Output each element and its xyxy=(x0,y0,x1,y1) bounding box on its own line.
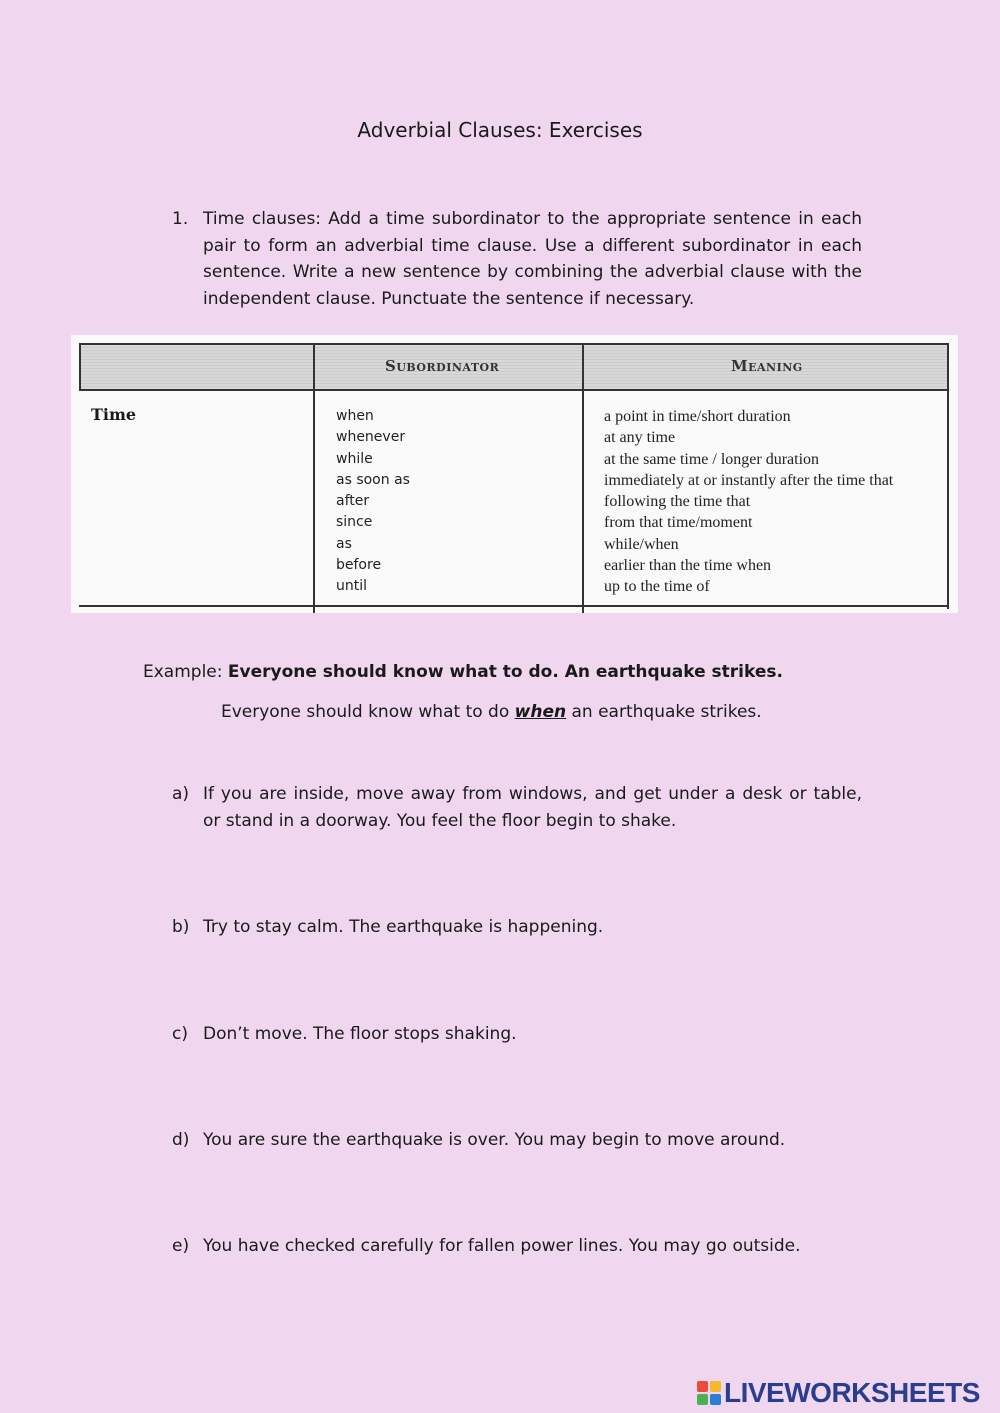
example-answer-before: Everyone should know what to do xyxy=(221,702,510,722)
brand-name: LIVEWORKSHEETS xyxy=(724,1377,980,1408)
exercise-text: If you are inside, move away from windows, and get under a desk or table, or stand in a doorway. You feel the floor begin to shake. xyxy=(203,784,862,831)
instruction-number: 1. xyxy=(172,209,189,229)
subordinator-item: as soon as xyxy=(336,471,410,488)
subordinator-list xyxy=(336,406,410,598)
meaning-item: earlier than the time when xyxy=(604,557,772,575)
exercise-text: You have checked carefully for fallen power lines. You may go outside. xyxy=(203,1236,801,1256)
subordinator-item: since xyxy=(336,514,373,531)
header-subordinator: Subordinator xyxy=(385,357,500,375)
logo-square xyxy=(697,1381,708,1392)
table-border-left xyxy=(79,343,81,391)
logo-square xyxy=(710,1381,721,1392)
subordinator-item: as xyxy=(336,535,352,552)
table-border-bottom xyxy=(79,605,949,607)
subordinator-item: while xyxy=(336,450,373,467)
table-col-divider-2 xyxy=(582,343,584,613)
exercise-label: d) xyxy=(172,1130,190,1150)
category-label: Time xyxy=(91,405,137,424)
exercise-item xyxy=(172,1233,862,1260)
exercise-item xyxy=(172,1127,862,1154)
table-border-top xyxy=(79,343,949,345)
exercise-item xyxy=(172,914,862,941)
exercise-label: b) xyxy=(172,917,190,937)
subordinator-table xyxy=(71,335,958,613)
meaning-item: at any time xyxy=(604,429,676,447)
table-header-band xyxy=(79,343,949,390)
instruction-text: Time clauses: Add a time subordinator to the appropriate sentence in each pair to form an adverbial time clause. Use a different subordinator in each sentence. Write a new sentence by combining the adverbial clause with the independent clause. Punctuate the sentence if necessary. xyxy=(203,209,862,309)
liveworksheets-brand[interactable] xyxy=(697,1378,980,1408)
header-meaning: Meaning xyxy=(731,357,803,375)
example-answer xyxy=(221,702,762,722)
logo-square xyxy=(697,1394,708,1405)
subordinator-item: before xyxy=(336,557,382,574)
exercise-label: c) xyxy=(172,1024,188,1044)
example-label: Example: xyxy=(143,662,223,682)
exercise-text: Try to stay calm. The earthquake is happening. xyxy=(203,917,604,937)
exercise-label: a) xyxy=(172,784,190,804)
table-border-right xyxy=(947,343,949,609)
subordinator-item: after xyxy=(336,493,370,510)
meaning-item: following the time that xyxy=(604,493,751,511)
exercise-text: You are sure the earthquake is over. You may begin to move around. xyxy=(203,1130,786,1150)
example-prompt-text: Everyone should know what to do. An earthquake strikes. xyxy=(227,662,783,682)
meaning-item: at the same time / longer duration xyxy=(604,450,820,468)
instruction-block xyxy=(172,206,862,312)
table-header-divider xyxy=(79,389,949,391)
page-title: Adverbial Clauses: Exercises xyxy=(357,118,643,142)
exercise-item xyxy=(172,781,862,834)
logo-square xyxy=(710,1394,721,1405)
meaning-item: up to the time of xyxy=(604,578,710,596)
meaning-item: while/when xyxy=(604,535,679,553)
meaning-list xyxy=(604,406,893,598)
example-answer-after: an earthquake strikes. xyxy=(571,702,762,722)
subordinator-item: when xyxy=(336,408,374,424)
subordinator-item: until xyxy=(336,578,368,595)
exercise-item xyxy=(172,1021,862,1048)
table-col-divider-1 xyxy=(313,343,315,613)
example-prompt xyxy=(143,662,783,682)
exercise-text: Don’t move. The floor stops shaking. xyxy=(203,1024,517,1044)
meaning-item: a point in time/short duration xyxy=(604,408,791,425)
meaning-item: immediately at or instantly after the time that xyxy=(604,471,894,489)
meaning-item: from that time/moment xyxy=(604,514,753,532)
liveworksheets-logo-icon xyxy=(697,1381,721,1405)
example-answer-keyword: when xyxy=(514,702,567,722)
exercise-label: e) xyxy=(172,1236,190,1256)
subordinator-item: whenever xyxy=(336,429,406,446)
